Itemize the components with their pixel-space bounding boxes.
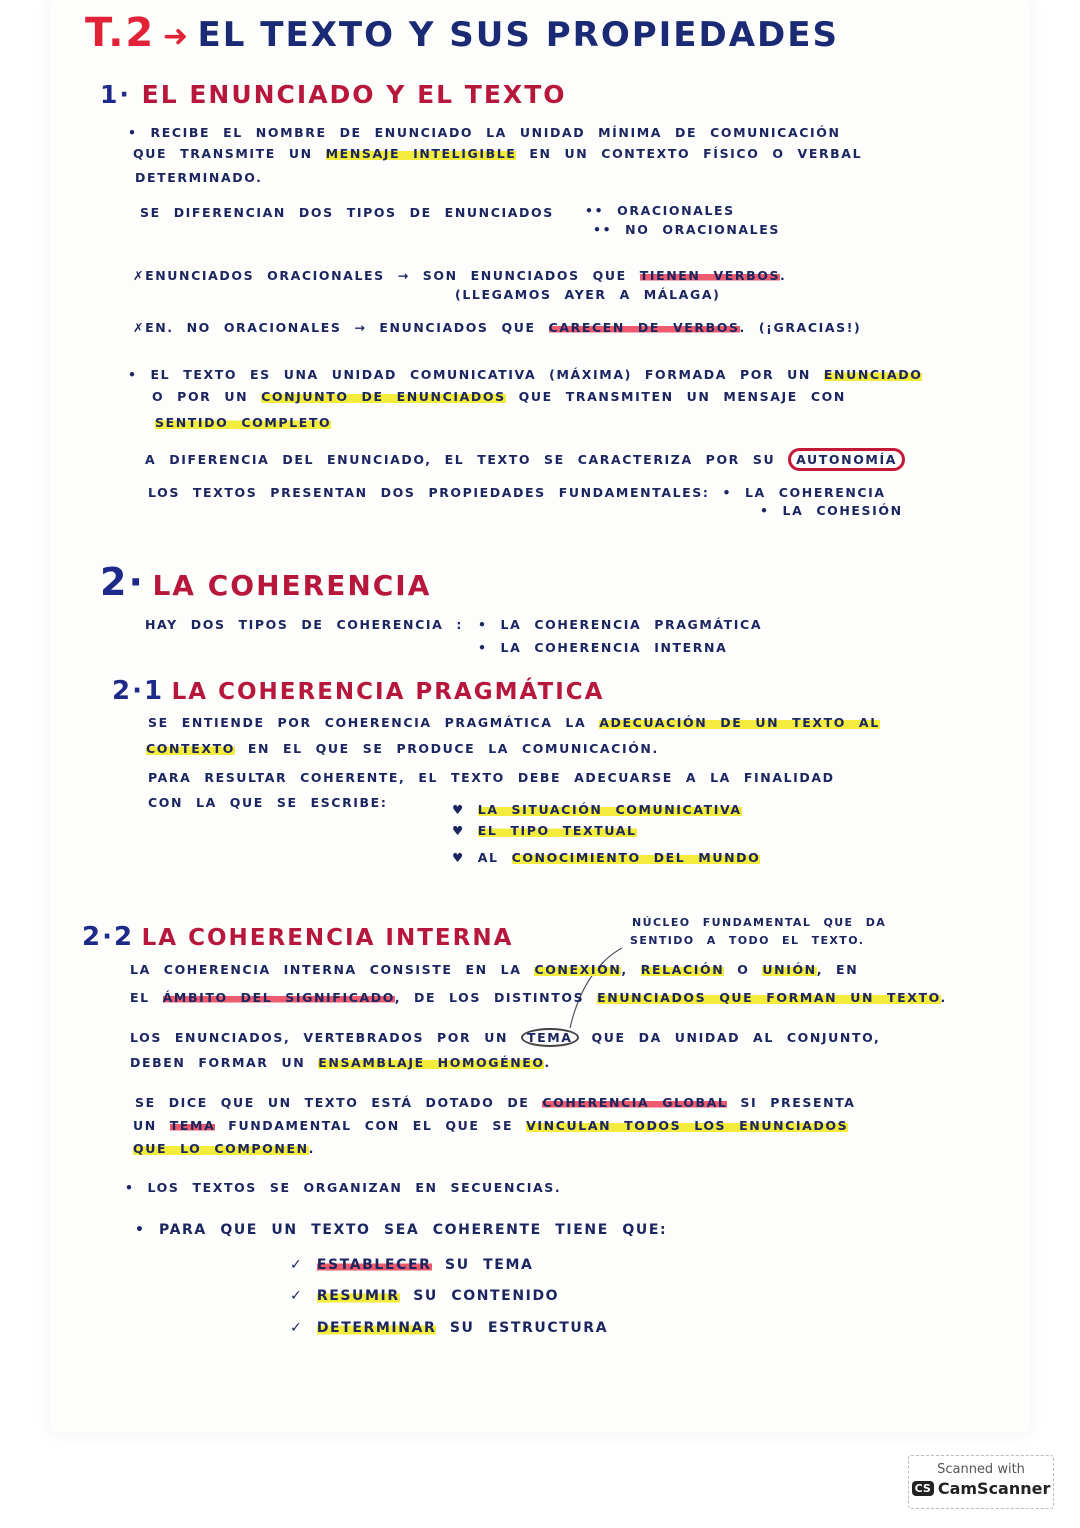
heading-number: 2·2	[82, 922, 135, 952]
highlighted-text: ÁMBITO DEL SIGNIFICADO	[162, 990, 395, 1005]
note-line	[140, 205, 554, 220]
note-line	[593, 222, 780, 237]
note-line	[133, 268, 786, 283]
note-line	[133, 146, 862, 161]
text-segment: DEBEN FORMAR UN	[130, 1055, 319, 1070]
text-segment: DETERMINADO.	[135, 170, 263, 185]
note-line	[455, 287, 720, 302]
heading-number: 2·	[100, 560, 145, 604]
brand-name: CamScanner	[937, 1479, 1051, 1498]
highlighted-text: AUTONOMÍA	[788, 448, 905, 471]
text-segment: HAY DOS TIPOS DE COHERENCIA :	[145, 617, 463, 632]
watermark-brand	[912, 1479, 1051, 1498]
highlighted-text: ADECUACIÓN DE UN TEXTO AL	[599, 715, 880, 730]
text-segment: ♥	[452, 802, 478, 817]
highlighted-text: TEMA	[169, 1118, 216, 1133]
text-segment: ✓	[290, 1288, 317, 1304]
note-line	[130, 990, 947, 1005]
text-segment: A DIFERENCIA DEL ENUNCIADO, EL TEXTO SE CARACTERIZA POR SU	[145, 452, 789, 467]
note-line	[145, 617, 463, 632]
note-line	[290, 1257, 533, 1273]
heading-text: LA COHERENCIA PRAGMÁTICA	[171, 679, 605, 705]
heading-text: LA COHERENCIA INTERNA	[141, 925, 514, 951]
text-segment: SE DICE QUE UN TEXTO ESTÁ DOTADO DE	[135, 1095, 543, 1110]
text-segment: • EL TEXTO ES UNA UNIDAD COMUNICATIVA (MÁXIMA) FORMADA POR UN	[128, 367, 824, 382]
text-segment: CON LA QUE SE ESCRIBE:	[148, 795, 388, 810]
highlighted-text: RELACIÓN	[640, 962, 725, 977]
text-segment: EL	[130, 990, 163, 1005]
text-segment: QUE DA UNIDAD AL CONJUNTO,	[578, 1030, 881, 1045]
watermark-caption: Scanned with	[937, 1462, 1025, 1477]
text-segment: .	[308, 1141, 316, 1156]
note-line	[148, 795, 387, 810]
text-segment: O	[724, 962, 763, 977]
note-line	[133, 1118, 848, 1133]
highlighted-text: CONTEXTO	[146, 741, 235, 756]
text-segment: EN UN CONTEXTO FÍSICO O VERBAL	[516, 146, 863, 161]
text-segment: SU ESTRUCTURA	[436, 1320, 609, 1336]
text-segment: • LOS TEXTOS SE ORGANIZAN EN SECUENCIAS.	[125, 1180, 562, 1195]
highlighted-text: ENSAMBLAJE HOMOGÉNEO	[318, 1055, 545, 1070]
note-line	[290, 1288, 559, 1304]
arrow-icon: ➜	[162, 19, 190, 54]
note-line	[478, 640, 727, 655]
text-segment: O POR UN	[152, 389, 262, 404]
camscanner-logo-icon: CS	[912, 1481, 934, 1496]
text-segment: SU TEMA	[431, 1257, 534, 1273]
note-line	[130, 1030, 880, 1045]
note-line	[148, 715, 880, 730]
highlighted-text: MENSAJE INTELIGIBLE	[325, 146, 517, 161]
highlighted-text: CARECEN DE VERBOS	[548, 320, 740, 335]
text-segment: • LA COHESIÓN	[760, 503, 903, 518]
note-line	[133, 320, 861, 335]
note-line	[130, 1055, 551, 1070]
text-segment: QUE TRANSMITEN UN MENSAJE CON	[505, 389, 846, 404]
text-segment: SE ENTIENDE POR COHERENCIA PRAGMÁTICA LA	[148, 715, 600, 730]
text-segment: • LA COHERENCIA INTERNA	[478, 640, 728, 655]
highlighted-text: ENUNCIADOS QUE FORMAN UN TEXTO	[597, 990, 941, 1005]
text-segment: •• NO ORACIONALES	[593, 222, 780, 237]
text-segment: .	[940, 990, 947, 1005]
text-segment: LA COHERENCIA INTERNA CONSISTE EN LA	[130, 962, 535, 977]
text-segment: , DE LOS DISTINTOS	[394, 990, 598, 1005]
highlighted-text: UNIÓN	[762, 962, 817, 977]
note-line	[128, 125, 841, 140]
text-segment: .	[780, 268, 787, 283]
highlighted-text: ESTABLECER	[316, 1257, 432, 1273]
text-segment: .	[544, 1055, 551, 1070]
highlighted-text: RESUMIR	[316, 1288, 400, 1304]
margin-note: SENTIDO A TODO EL TEXTO.	[630, 934, 865, 947]
note-line	[760, 503, 903, 518]
text-segment: SE DIFERENCIAN DOS TIPOS DE ENUNCIADOS	[140, 205, 554, 220]
note-line	[148, 485, 886, 500]
note-line	[128, 367, 922, 382]
highlighted-text: COHERENCIA GLOBAL	[542, 1095, 728, 1110]
highlighted-text: EL TIPO TEXTUAL	[477, 823, 637, 838]
text-segment: ,	[621, 962, 641, 977]
text-segment: • LA COHERENCIA PRAGMÁTICA	[478, 617, 763, 632]
text-segment: ♥	[452, 823, 478, 838]
note-line	[290, 1320, 608, 1336]
highlighted-text: ENUNCIADO	[823, 367, 923, 382]
note-line	[135, 170, 263, 185]
highlighted-text: CONOCIMIENTO DEL MUNDO	[511, 850, 761, 865]
text-segment: SU CONTENIDO	[399, 1288, 560, 1304]
note-line	[452, 823, 637, 838]
heading-text: EL ENUNCIADO Y EL TEXTO	[141, 80, 567, 109]
highlighted-text: CONJUNTO DE ENUNCIADOS	[261, 389, 506, 404]
text-segment: QUE TRANSMITE UN	[133, 146, 326, 161]
text-segment: LOS ENUNCIADOS, VERTEBRADOS POR UN	[130, 1030, 521, 1045]
text-segment: EN EL QUE SE PRODUCE LA COMUNICACIÓN.	[234, 741, 659, 756]
text-segment: (LLEGAMOS AYER A MÁLAGA)	[455, 287, 721, 302]
camscanner-watermark	[908, 1455, 1054, 1509]
highlighted-text: DETERMINAR	[316, 1320, 437, 1336]
text-segment: • RECIBE EL NOMBRE DE ENUNCIADO LA UNIDAD MÍNIMA DE COMUNICACIÓN	[128, 125, 841, 140]
note-line	[145, 452, 905, 467]
highlighted-text: CONEXIÓN	[534, 962, 622, 977]
text-segment: ✗EN. NO ORACIONALES → ENUNCIADOS QUE	[133, 320, 549, 335]
note-line	[125, 1180, 561, 1195]
text-segment: , EN	[816, 962, 859, 977]
highlighted-text: QUE LO COMPONEN	[133, 1141, 309, 1156]
highlighted-text: SENTIDO COMPLETO	[155, 415, 332, 430]
text-segment: PARA RESULTAR COHERENTE, EL TEXTO DEBE ADECUARSE A LA FINALIDAD	[148, 770, 835, 785]
margin-note: NÚCLEO FUNDAMENTAL QUE DA	[632, 916, 887, 929]
highlighted-text: VINCULAN TODOS LOS ENUNCIADOS	[526, 1118, 849, 1133]
highlighted-text: TEMA	[521, 1028, 579, 1047]
note-line	[130, 962, 858, 977]
text-segment: LOS TEXTOS PRESENTAN DOS PROPIEDADES FUNDAMENTALES: • LA COHERENCIA	[148, 485, 886, 500]
text-segment: •• ORACIONALES	[585, 203, 735, 218]
text-segment: ✗ENUNCIADOS ORACIONALES → SON ENUNCIADOS QUE	[133, 268, 640, 283]
note-line	[135, 1095, 856, 1110]
text-segment: . (¡GRACIAS!)	[739, 320, 862, 335]
note-line	[148, 770, 835, 785]
heading-number: 2·1	[112, 676, 165, 706]
text-segment: ✓	[290, 1320, 317, 1336]
highlighted-text: LA SITUACIÓN COMUNICATIVA	[477, 802, 742, 817]
heading-text: LA COHERENCIA	[152, 569, 432, 602]
text-segment: • PARA QUE UN TEXTO SEA COHERENTE TIENE QUE:	[135, 1222, 668, 1238]
note-line	[133, 1141, 315, 1156]
note-line	[146, 741, 659, 756]
note-line	[478, 617, 762, 632]
text-segment: SI PRESENTA	[727, 1095, 856, 1110]
text-segment: FUNDAMENTAL CON EL QUE SE	[215, 1118, 527, 1133]
heading-number: 1·	[100, 80, 131, 109]
note-line	[155, 415, 331, 430]
text-segment: ✓	[290, 1257, 317, 1273]
note-line	[135, 1222, 667, 1238]
note-line	[452, 802, 742, 817]
text-segment: ♥ AL	[452, 850, 512, 865]
text-segment: UN	[133, 1118, 170, 1133]
highlighted-text: TIENEN VERBOS	[639, 268, 781, 283]
topic-title: EL TEXTO Y SUS PROPIEDADES	[197, 15, 839, 55]
note-line	[152, 389, 846, 404]
note-line	[452, 850, 760, 865]
note-line	[585, 203, 735, 218]
topic-number: T.2	[85, 10, 156, 56]
